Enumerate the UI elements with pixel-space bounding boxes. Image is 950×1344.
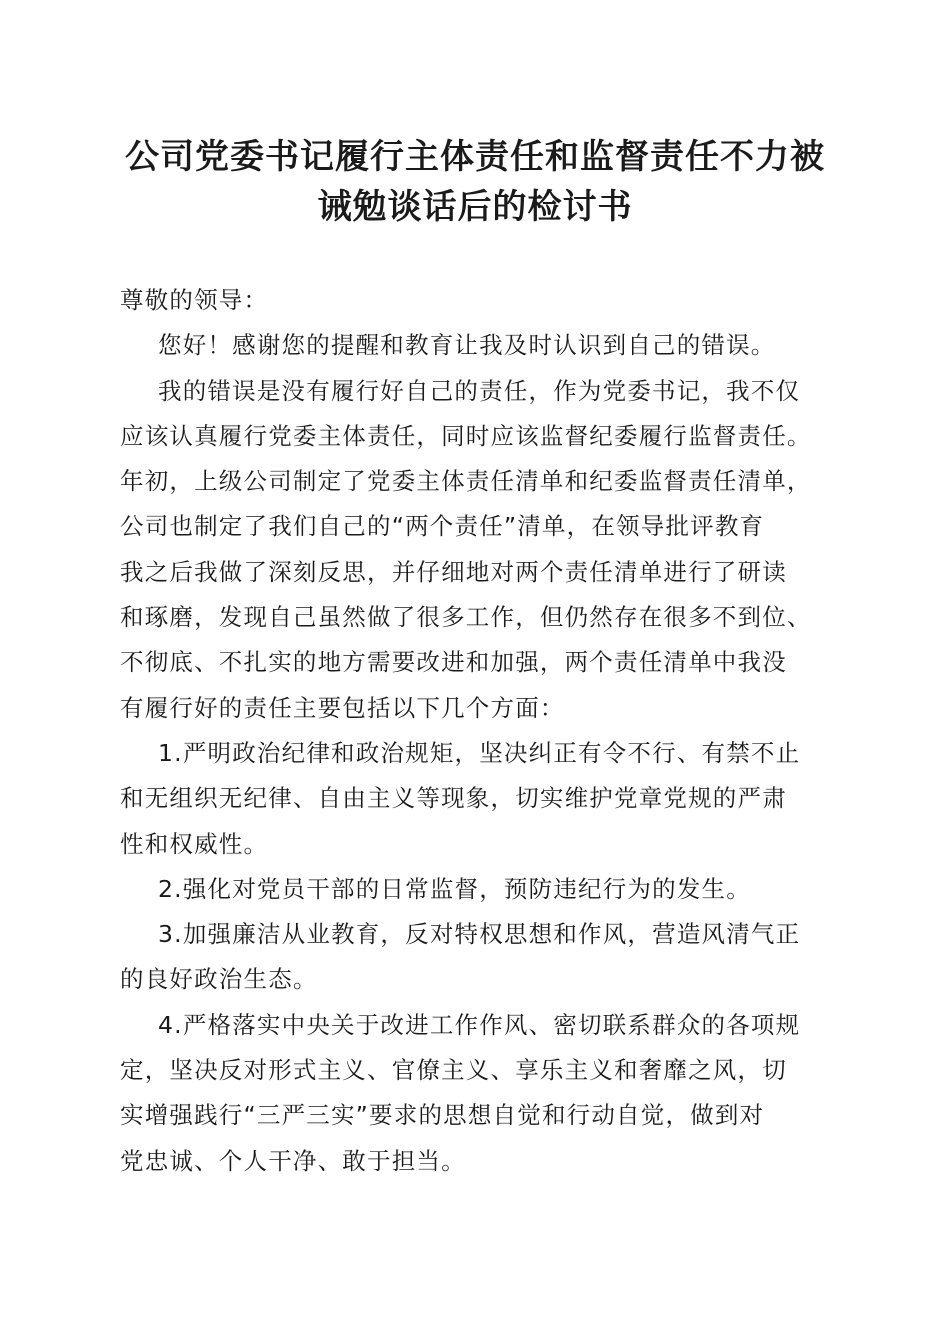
document-title bbox=[0, 132, 950, 232]
list-item-2-line: 2.强化对党员干部的日常监督，预防违纪行为的发生。 bbox=[158, 874, 751, 903]
body-line: 不彻底、不扎实的地方需要改进和加强，两个责任清单中我没 bbox=[120, 648, 787, 677]
list-item-3-line: 的良好政治生态。 bbox=[120, 965, 318, 994]
list-item-1-line: 1.严明政治纪律和政治规矩，坚决纠正有令不行、有禁不止 bbox=[158, 738, 801, 767]
body-line: 年初，上级公司制定了党委主体责任清单和纪委监督责任清单， bbox=[120, 467, 812, 496]
body-line: 公司也制定了我们自己的“两个责任”清单，在领导批评教育 bbox=[120, 512, 765, 541]
list-item-4-line: 4.严格落实中央关于改进工作作风、密切联系群众的各项规 bbox=[158, 1010, 801, 1039]
body-line: 应该认真履行党委主体责任，同时应该监督纪委履行监督责任。 bbox=[120, 421, 812, 450]
list-item-4-line: 党忠诚、个人干净、敢于担当。 bbox=[120, 1146, 466, 1175]
body-line: 我之后我做了深刻反思，并仔细地对两个责任清单进行了研读 bbox=[120, 557, 787, 586]
list-item-4-line: 定，坚决反对形式主义、官僚主义、享乐主义和奢靡之风，切 bbox=[120, 1056, 787, 1085]
body-line: 您好！感谢您的提醒和教育让我及时认识到自己的错误。 bbox=[158, 331, 776, 360]
body-line: 我的错误是没有履行好自己的责任，作为党委书记，我不仅 bbox=[158, 376, 801, 405]
document-body bbox=[120, 278, 840, 1184]
body-line: 有履行好的责任主要包括以下几个方面： bbox=[120, 693, 565, 722]
body-line: 和琢磨，发现自己虽然做了很多工作，但仍然存在很多不到位、 bbox=[120, 603, 812, 632]
salutation: 尊敬的领导： bbox=[120, 286, 269, 314]
list-item-4-line: 实增强践行“三严三实”要求的思想自觉和行动自觉，做到对 bbox=[120, 1101, 765, 1130]
title-line-2: 诫勉谈话后的检讨书 bbox=[317, 187, 633, 227]
title-line-1: 公司党委书记履行主体责任和监督责任不力被 bbox=[125, 137, 825, 177]
list-item-3-line: 3.加强廉洁从业教育，反对特权思想和作风，营造风清气正 bbox=[158, 920, 801, 949]
list-item-1-line: 和无组织无纪律、自由主义等现象，切实维护党章党规的严肃 bbox=[120, 784, 787, 813]
list-item-1-line: 性和权威性。 bbox=[120, 829, 269, 858]
